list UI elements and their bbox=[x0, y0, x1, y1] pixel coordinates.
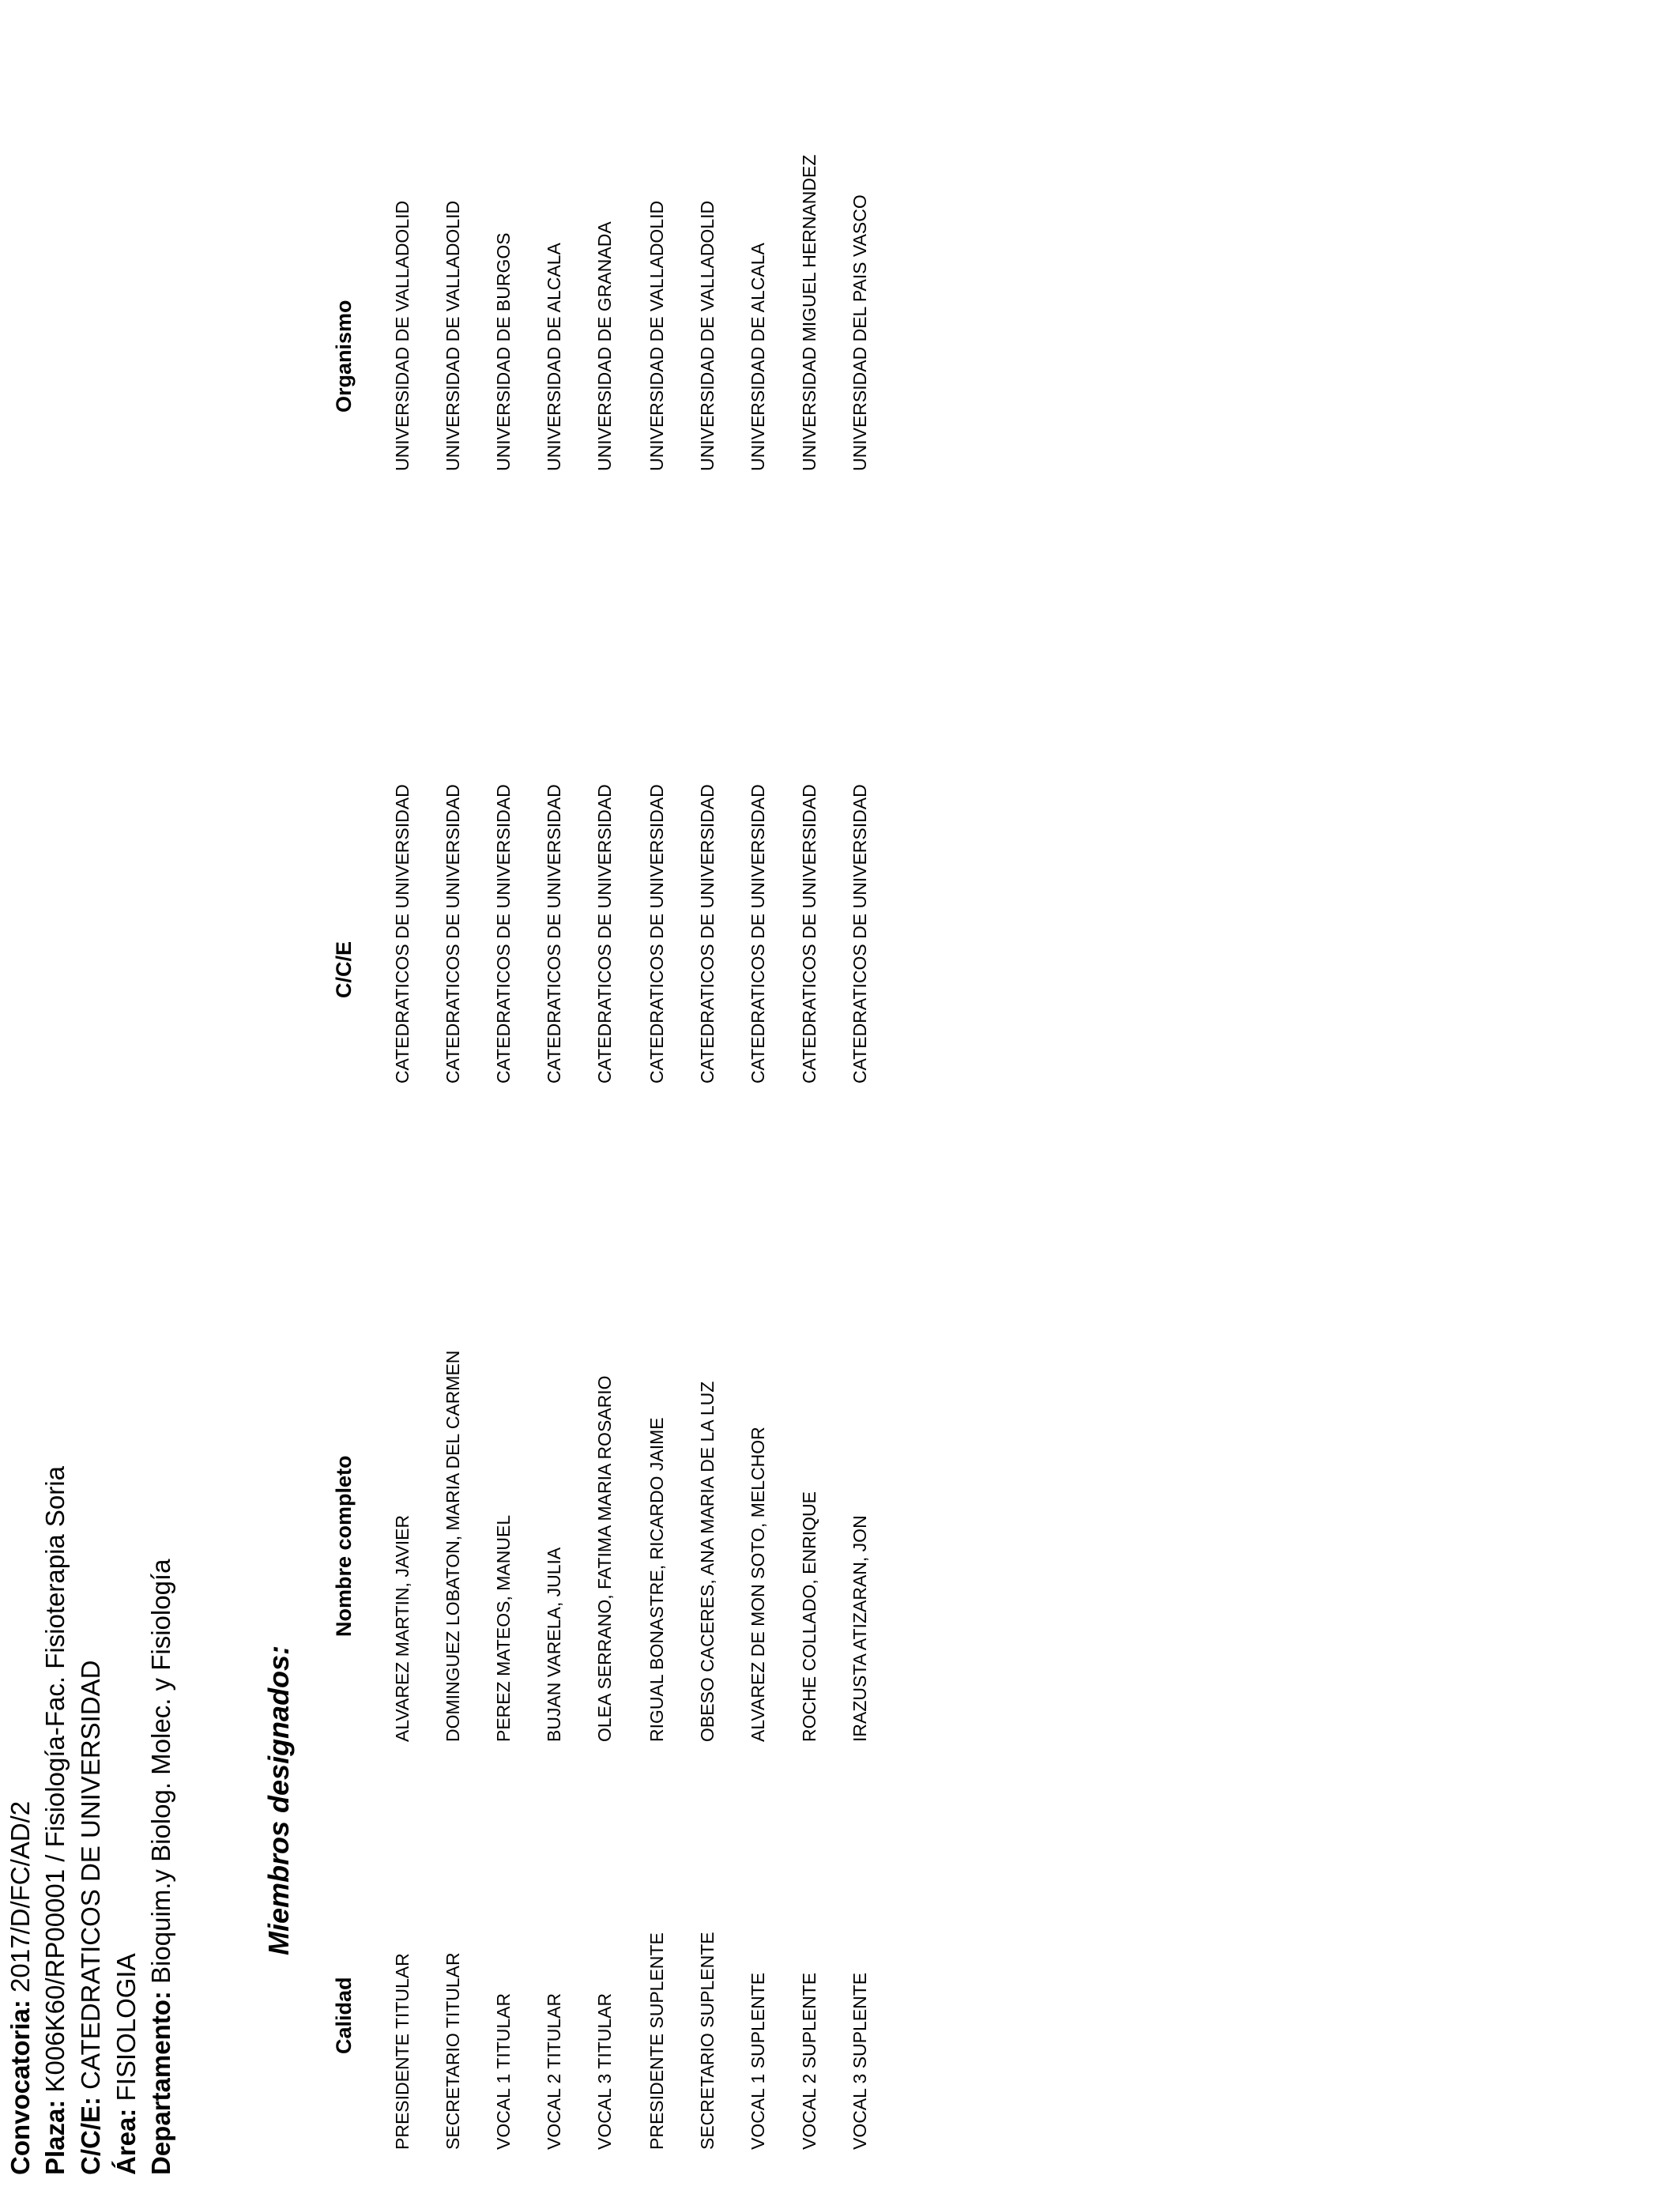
table-cell-cce: CATEDRATICOS DE UNIVERSIDAD bbox=[594, 784, 615, 1084]
table-cell-organismo: UNIVERSIDAD DE VALLADOLID bbox=[392, 200, 412, 471]
section-title: Miembros designados: bbox=[262, 1645, 295, 1955]
table-cell-nombre: OLEA SERRANO, FATIMA MARIA ROSARIO bbox=[594, 1375, 615, 1742]
table-cell-cce: CATEDRATICOS DE UNIVERSIDAD bbox=[646, 784, 667, 1084]
table-cell-nombre: ALVAREZ DE MON SOTO, MELCHOR bbox=[748, 1427, 768, 1742]
table-cell-organismo: UNIVERSIDAD MIGUEL HERNANDEZ bbox=[799, 154, 819, 471]
table-cell-organismo: UNIVERSIDAD DE ALCALA bbox=[748, 243, 768, 471]
table-cell-nombre: ROCHE COLLADO, ENRIQUE bbox=[799, 1491, 819, 1742]
table-cell-nombre: DOMINGUEZ LOBATON, MARIA DEL CARMEN bbox=[443, 1350, 463, 1742]
table-cell-organismo: UNIVERSIDAD DE VALLADOLID bbox=[646, 200, 667, 471]
plaza-value: K006K60/RP00001 / Fisiología-Fac. Fisioterapia Soria bbox=[40, 1466, 70, 2100]
table-cell-organismo: UNIVERSIDAD DE VALLADOLID bbox=[697, 200, 718, 471]
table-cell-organismo: UNIVERSIDAD DE VALLADOLID bbox=[443, 200, 463, 471]
table-cell-organismo: UNIVERSIDAD DE ALCALA bbox=[544, 243, 564, 471]
table-cell-organismo: UNIVERSIDAD DE BURGOS bbox=[493, 232, 514, 471]
table-cell-organismo: UNIVERSIDAD DE GRANADA bbox=[594, 221, 615, 471]
table-cell-calidad: VOCAL 1 TITULAR bbox=[493, 1992, 514, 2150]
table-cell-cce: CATEDRATICOS DE UNIVERSIDAD bbox=[493, 784, 514, 1084]
column-header-organismo: Organismo bbox=[332, 300, 356, 413]
table-cell-calidad: SECRETARIO SUPLENTE bbox=[697, 1932, 718, 2150]
cce-line bbox=[75, 1660, 107, 2175]
table-cell-calidad: PRESIDENTE SUPLENTE bbox=[646, 1932, 667, 2150]
table-cell-calidad: VOCAL 1 SUPLENTE bbox=[748, 1972, 768, 2150]
area-value: FISIOLOGIA bbox=[111, 1953, 141, 2109]
column-header-nombre: Nombre completo bbox=[332, 1455, 356, 1637]
convocatoria-line bbox=[5, 1801, 36, 2175]
table-cell-nombre: OBESO CACERES, ANA MARIA DE LA LUZ bbox=[697, 1381, 718, 1742]
table-cell-nombre: RIGUAL BONASTRE, RICARDO JAIME bbox=[646, 1417, 667, 1742]
table-cell-calidad: VOCAL 2 TITULAR bbox=[544, 1992, 564, 2150]
table-cell-cce: CATEDRATICOS DE UNIVERSIDAD bbox=[849, 784, 870, 1084]
plaza-label: Plaza: bbox=[40, 2099, 70, 2175]
table-cell-calidad: VOCAL 3 SUPLENTE bbox=[849, 1972, 870, 2150]
table-cell-calidad: SECRETARIO TITULAR bbox=[443, 1952, 463, 2150]
cce-value: CATEDRATICOS DE UNIVERSIDAD bbox=[76, 1660, 105, 2097]
table-cell-nombre: ALVAREZ MARTIN, JAVIER bbox=[392, 1514, 412, 1742]
table-cell-nombre: BUJAN VARELA, JULIA bbox=[544, 1547, 564, 1742]
table-cell-nombre: PEREZ MATEOS, MANUEL bbox=[493, 1514, 514, 1742]
table-cell-cce: CATEDRATICOS DE UNIVERSIDAD bbox=[799, 784, 819, 1084]
departamento-line bbox=[145, 1559, 177, 2175]
departamento-value: Bioquim.y Biolog. Molec. y Fisiología bbox=[146, 1559, 175, 1992]
table-cell-cce: CATEDRATICOS DE UNIVERSIDAD bbox=[748, 784, 768, 1084]
area-line bbox=[111, 1953, 142, 2175]
column-header-calidad: Calidad bbox=[332, 1977, 356, 2054]
column-header-cce: C/C/E bbox=[332, 941, 356, 998]
table-cell-cce: CATEDRATICOS DE UNIVERSIDAD bbox=[443, 784, 463, 1084]
convocatoria-label: Convocatoria: bbox=[6, 2000, 35, 2175]
table-cell-cce: CATEDRATICOS DE UNIVERSIDAD bbox=[544, 784, 564, 1084]
table-cell-cce: CATEDRATICOS DE UNIVERSIDAD bbox=[697, 784, 718, 1084]
area-label: Área: bbox=[111, 2108, 141, 2175]
cce-label: C/C/E: bbox=[76, 2097, 105, 2175]
convocatoria-value: 2017/D/FC/AD/2 bbox=[6, 1800, 35, 2000]
departamento-label: Departamento: bbox=[146, 1991, 175, 2175]
plaza-line bbox=[40, 1466, 71, 2175]
table-cell-nombre: IRAZUSTA ATIZARAN, JON bbox=[849, 1515, 870, 1742]
table-cell-organismo: UNIVERSIDAD DEL PAIS VASCO bbox=[849, 194, 870, 471]
table-cell-calidad: VOCAL 3 TITULAR bbox=[594, 1992, 615, 2150]
table-cell-calidad: VOCAL 2 SUPLENTE bbox=[799, 1972, 819, 2150]
table-cell-cce: CATEDRATICOS DE UNIVERSIDAD bbox=[392, 784, 412, 1084]
table-cell-calidad: PRESIDENTE TITULAR bbox=[392, 1953, 412, 2150]
